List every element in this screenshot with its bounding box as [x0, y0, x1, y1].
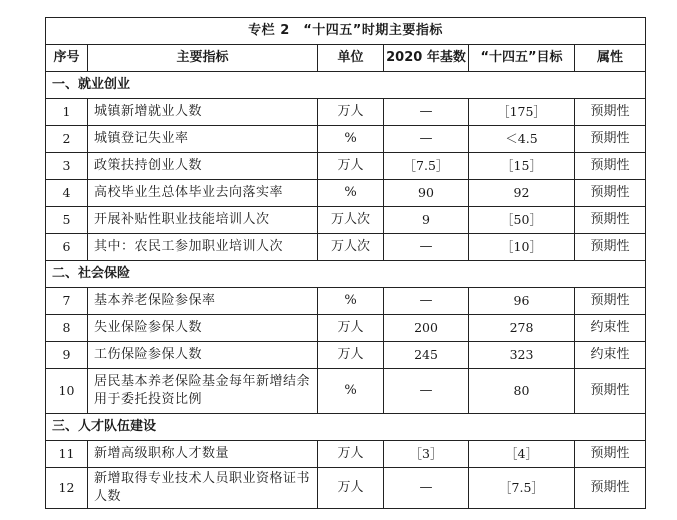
- cell-no: 12: [46, 468, 88, 509]
- cell-no: 1: [46, 99, 88, 126]
- cell-indicator: 新增取得专业技术人员职业资格证书人数: [88, 468, 318, 509]
- header-no: 序号: [46, 45, 88, 72]
- cell-no: 6: [46, 234, 88, 261]
- cell-attribute: 预期性: [575, 207, 646, 234]
- table-title: 专栏 2 “十四五”时期主要指标: [46, 18, 646, 45]
- cell-unit: %: [318, 288, 384, 315]
- cell-base: —: [384, 99, 469, 126]
- cell-base: —: [384, 234, 469, 261]
- cell-attribute: 预期性: [575, 234, 646, 261]
- table-row: [46, 234, 646, 261]
- cell-base: 9: [384, 207, 469, 234]
- cell-unit: 万人: [318, 441, 384, 468]
- cell-indicator: 新增高级职称人才数量: [88, 441, 318, 468]
- cell-no: 4: [46, 180, 88, 207]
- cell-indicator: 高校毕业生总体毕业去向落实率: [88, 180, 318, 207]
- cell-attribute: 预期性: [575, 288, 646, 315]
- indicator-table: [45, 17, 646, 509]
- cell-indicator: 工伤保险参保人数: [88, 342, 318, 369]
- cell-indicator: 其中：农民工参加职业培训人次: [88, 234, 318, 261]
- cell-attribute: 约束性: [575, 315, 646, 342]
- cell-base: —: [384, 369, 469, 414]
- cell-no: 10: [46, 369, 88, 414]
- cell-no: 11: [46, 441, 88, 468]
- cell-no: 7: [46, 288, 88, 315]
- cell-unit: 万人: [318, 468, 384, 509]
- cell-unit: 万人: [318, 99, 384, 126]
- cell-target: 323: [469, 342, 575, 369]
- header-target: “十四五”目标: [469, 45, 575, 72]
- table-title-row: [46, 18, 646, 45]
- cell-attribute: 预期性: [575, 369, 646, 414]
- header-unit: 单位: [318, 45, 384, 72]
- cell-base: 90: [384, 180, 469, 207]
- cell-indicator: 城镇登记失业率: [88, 126, 318, 153]
- cell-target: 96: [469, 288, 575, 315]
- table-row: [46, 468, 646, 509]
- cell-base: —: [384, 288, 469, 315]
- cell-indicator: 居民基本养老保险基金每年新增结余用于委托投资比例: [88, 369, 318, 414]
- table-row: [46, 369, 646, 414]
- cell-unit: %: [318, 369, 384, 414]
- section-title: 二、社会保险: [46, 261, 646, 288]
- cell-target: ＜4.5: [469, 126, 575, 153]
- cell-indicator: 开展补贴性职业技能培训人次: [88, 207, 318, 234]
- cell-attribute: 预期性: [575, 99, 646, 126]
- section-row: [46, 261, 646, 288]
- cell-target: ［7.5］: [469, 468, 575, 509]
- table-row: [46, 207, 646, 234]
- cell-no: 9: [46, 342, 88, 369]
- cell-attribute: 约束性: [575, 342, 646, 369]
- cell-attribute: 预期性: [575, 441, 646, 468]
- cell-unit: 万人次: [318, 234, 384, 261]
- cell-base: 245: [384, 342, 469, 369]
- cell-target: ［50］: [469, 207, 575, 234]
- section-row: [46, 72, 646, 99]
- cell-target: ［15］: [469, 153, 575, 180]
- cell-unit: %: [318, 126, 384, 153]
- header-indicator: 主要指标: [88, 45, 318, 72]
- cell-unit: %: [318, 180, 384, 207]
- header-row: [46, 45, 646, 72]
- cell-indicator: 失业保险参保人数: [88, 315, 318, 342]
- header-base: 2020 年基数: [384, 45, 469, 72]
- table-row: [46, 288, 646, 315]
- cell-unit: 万人次: [318, 207, 384, 234]
- cell-unit: 万人: [318, 153, 384, 180]
- table-row: [46, 180, 646, 207]
- cell-base: 200: [384, 315, 469, 342]
- cell-target: ［175］: [469, 99, 575, 126]
- header-attribute: 属性: [575, 45, 646, 72]
- cell-no: 8: [46, 315, 88, 342]
- table-row: [46, 441, 646, 468]
- cell-base: ［7.5］: [384, 153, 469, 180]
- cell-target: 80: [469, 369, 575, 414]
- section-title: 一、就业创业: [46, 72, 646, 99]
- section-title: 三、人才队伍建设: [46, 414, 646, 441]
- cell-attribute: 预期性: [575, 126, 646, 153]
- cell-base: —: [384, 468, 469, 509]
- table-row: [46, 99, 646, 126]
- indicator-table-container: [45, 17, 645, 509]
- table-row: [46, 342, 646, 369]
- cell-target: ［4］: [469, 441, 575, 468]
- cell-target: 92: [469, 180, 575, 207]
- table-row: [46, 153, 646, 180]
- cell-no: 2: [46, 126, 88, 153]
- cell-indicator: 政策扶持创业人数: [88, 153, 318, 180]
- cell-target: ［10］: [469, 234, 575, 261]
- cell-base: —: [384, 126, 469, 153]
- table-row: [46, 126, 646, 153]
- cell-no: 3: [46, 153, 88, 180]
- cell-indicator: 城镇新增就业人数: [88, 99, 318, 126]
- cell-indicator: 基本养老保险参保率: [88, 288, 318, 315]
- cell-attribute: 预期性: [575, 468, 646, 509]
- cell-target: 278: [469, 315, 575, 342]
- cell-unit: 万人: [318, 315, 384, 342]
- cell-unit: 万人: [318, 342, 384, 369]
- section-row: [46, 414, 646, 441]
- cell-attribute: 预期性: [575, 153, 646, 180]
- cell-no: 5: [46, 207, 88, 234]
- cell-attribute: 预期性: [575, 180, 646, 207]
- table-row: [46, 315, 646, 342]
- cell-base: ［3］: [384, 441, 469, 468]
